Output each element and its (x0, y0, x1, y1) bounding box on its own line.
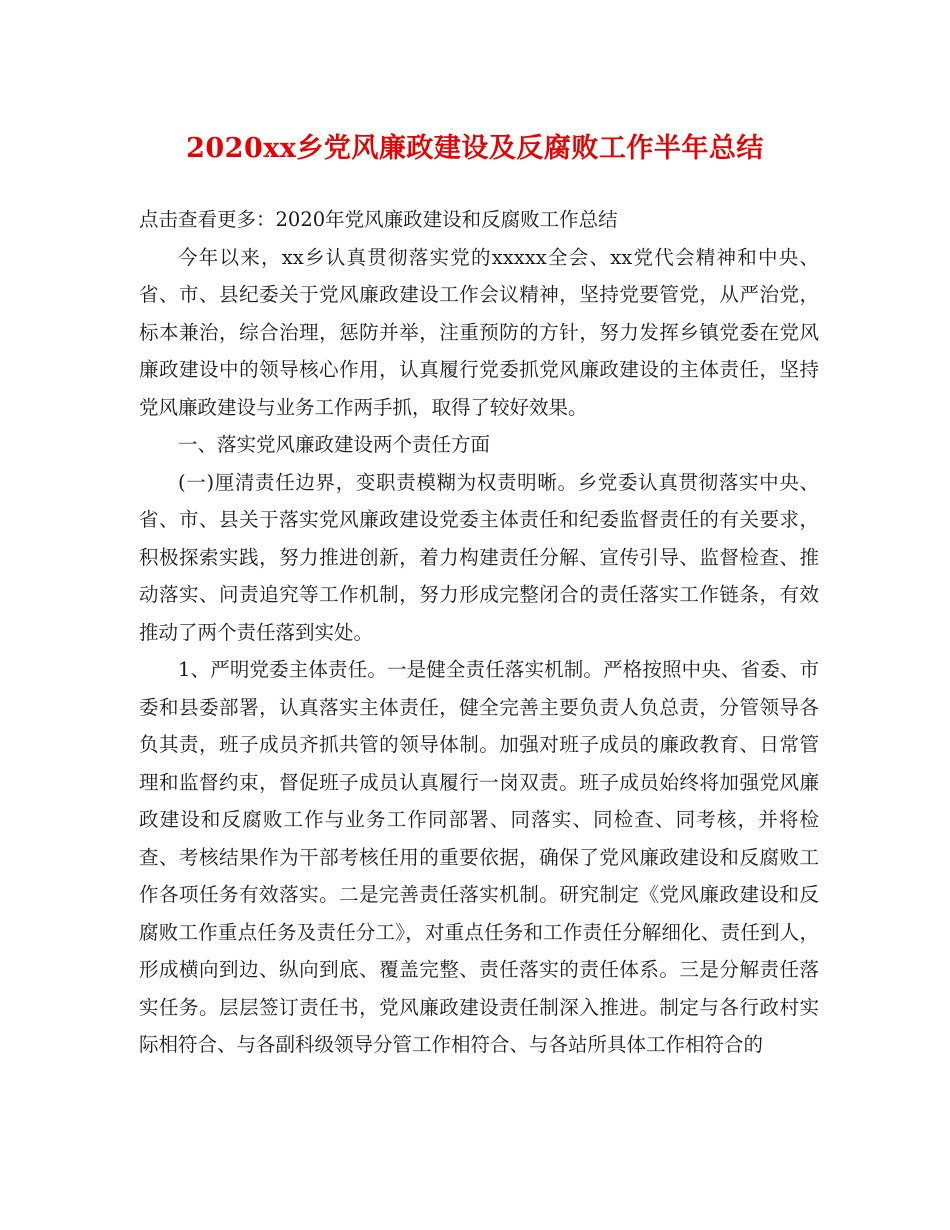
more-link-paragraph[interactable]: 点击查看更多：2020年党风廉政建设和反腐败工作总结 (139, 208, 618, 231)
subsection-paragraph: (一)厘清责任边界，变职责模糊为权责明晰。乡党委认真贯彻落实中央、省、市、县关于落实党风廉政建设党委主体责任和纪委监督责任的有关要求，积极探索实践，努力推进创新，着力构建责任分解、宣传引导、监督检查、推动落实、问责追究等工作机制，努力形成完整闭合的责任落实工作链条，有效推动了两个责任落到实处。 (139, 470, 819, 644)
document-title: 2020xx乡党风廉政建设及反腐败工作半年总结 (186, 133, 764, 164)
intro-paragraph: 今年以来，xx乡认真贯彻落实党的xxxxx全会、xx党代会精神和中央、省、市、县纪委关于党风廉政建设工作会议精神，坚持党要管党，从严治党，标本兼治，综合治理，惩防并举，注重预防的方针，努力发挥乡镇党委在党风廉政建设中的领导核心作用，认真履行党委抓党风廉政建设的主体责任，坚持党风廉政建设与业务工作两手抓，取得了较好效果。 (139, 245, 819, 419)
section-heading: 一、落实党风廉政建设两个责任方面 (178, 433, 491, 456)
document-body (139, 201, 819, 1064)
item-paragraph: 1、严明党委主体责任。一是健全责任落实机制。严格按照中央、省委、市委和县委部署，认真落实主体责任，健全完善主要负责人负总责，分管领导各负其责，班子成员齐抓共管的领导体制。加强对班子成员的廉政教育、日常管理和监督约束，督促班子成员认真履行一岗双责。班子成员始终将加强党风廉政建设和反腐败工作与业务工作同部署、同落实、同检查、同考核，并将检查、考核结果作为干部考核任用的重要依据，确保了党风廉政建设和反腐败工作各项任务有效落实。二是完善责任落实机制。研究制定《党风廉政建设和反腐败工作重点任务及责任分工》，对重点任务和工作责任分解细化、责任到人，形成横向到边、纵向到底、覆盖完整、责任落实的责任体系。三是分解责任落实任务。层层签订责任书，党风廉政建设责任制深入推进。制定与各行政村实际相符合、与各副科级领导分管工作相符合、与各站所具体工作相符合的 (139, 658, 819, 1056)
